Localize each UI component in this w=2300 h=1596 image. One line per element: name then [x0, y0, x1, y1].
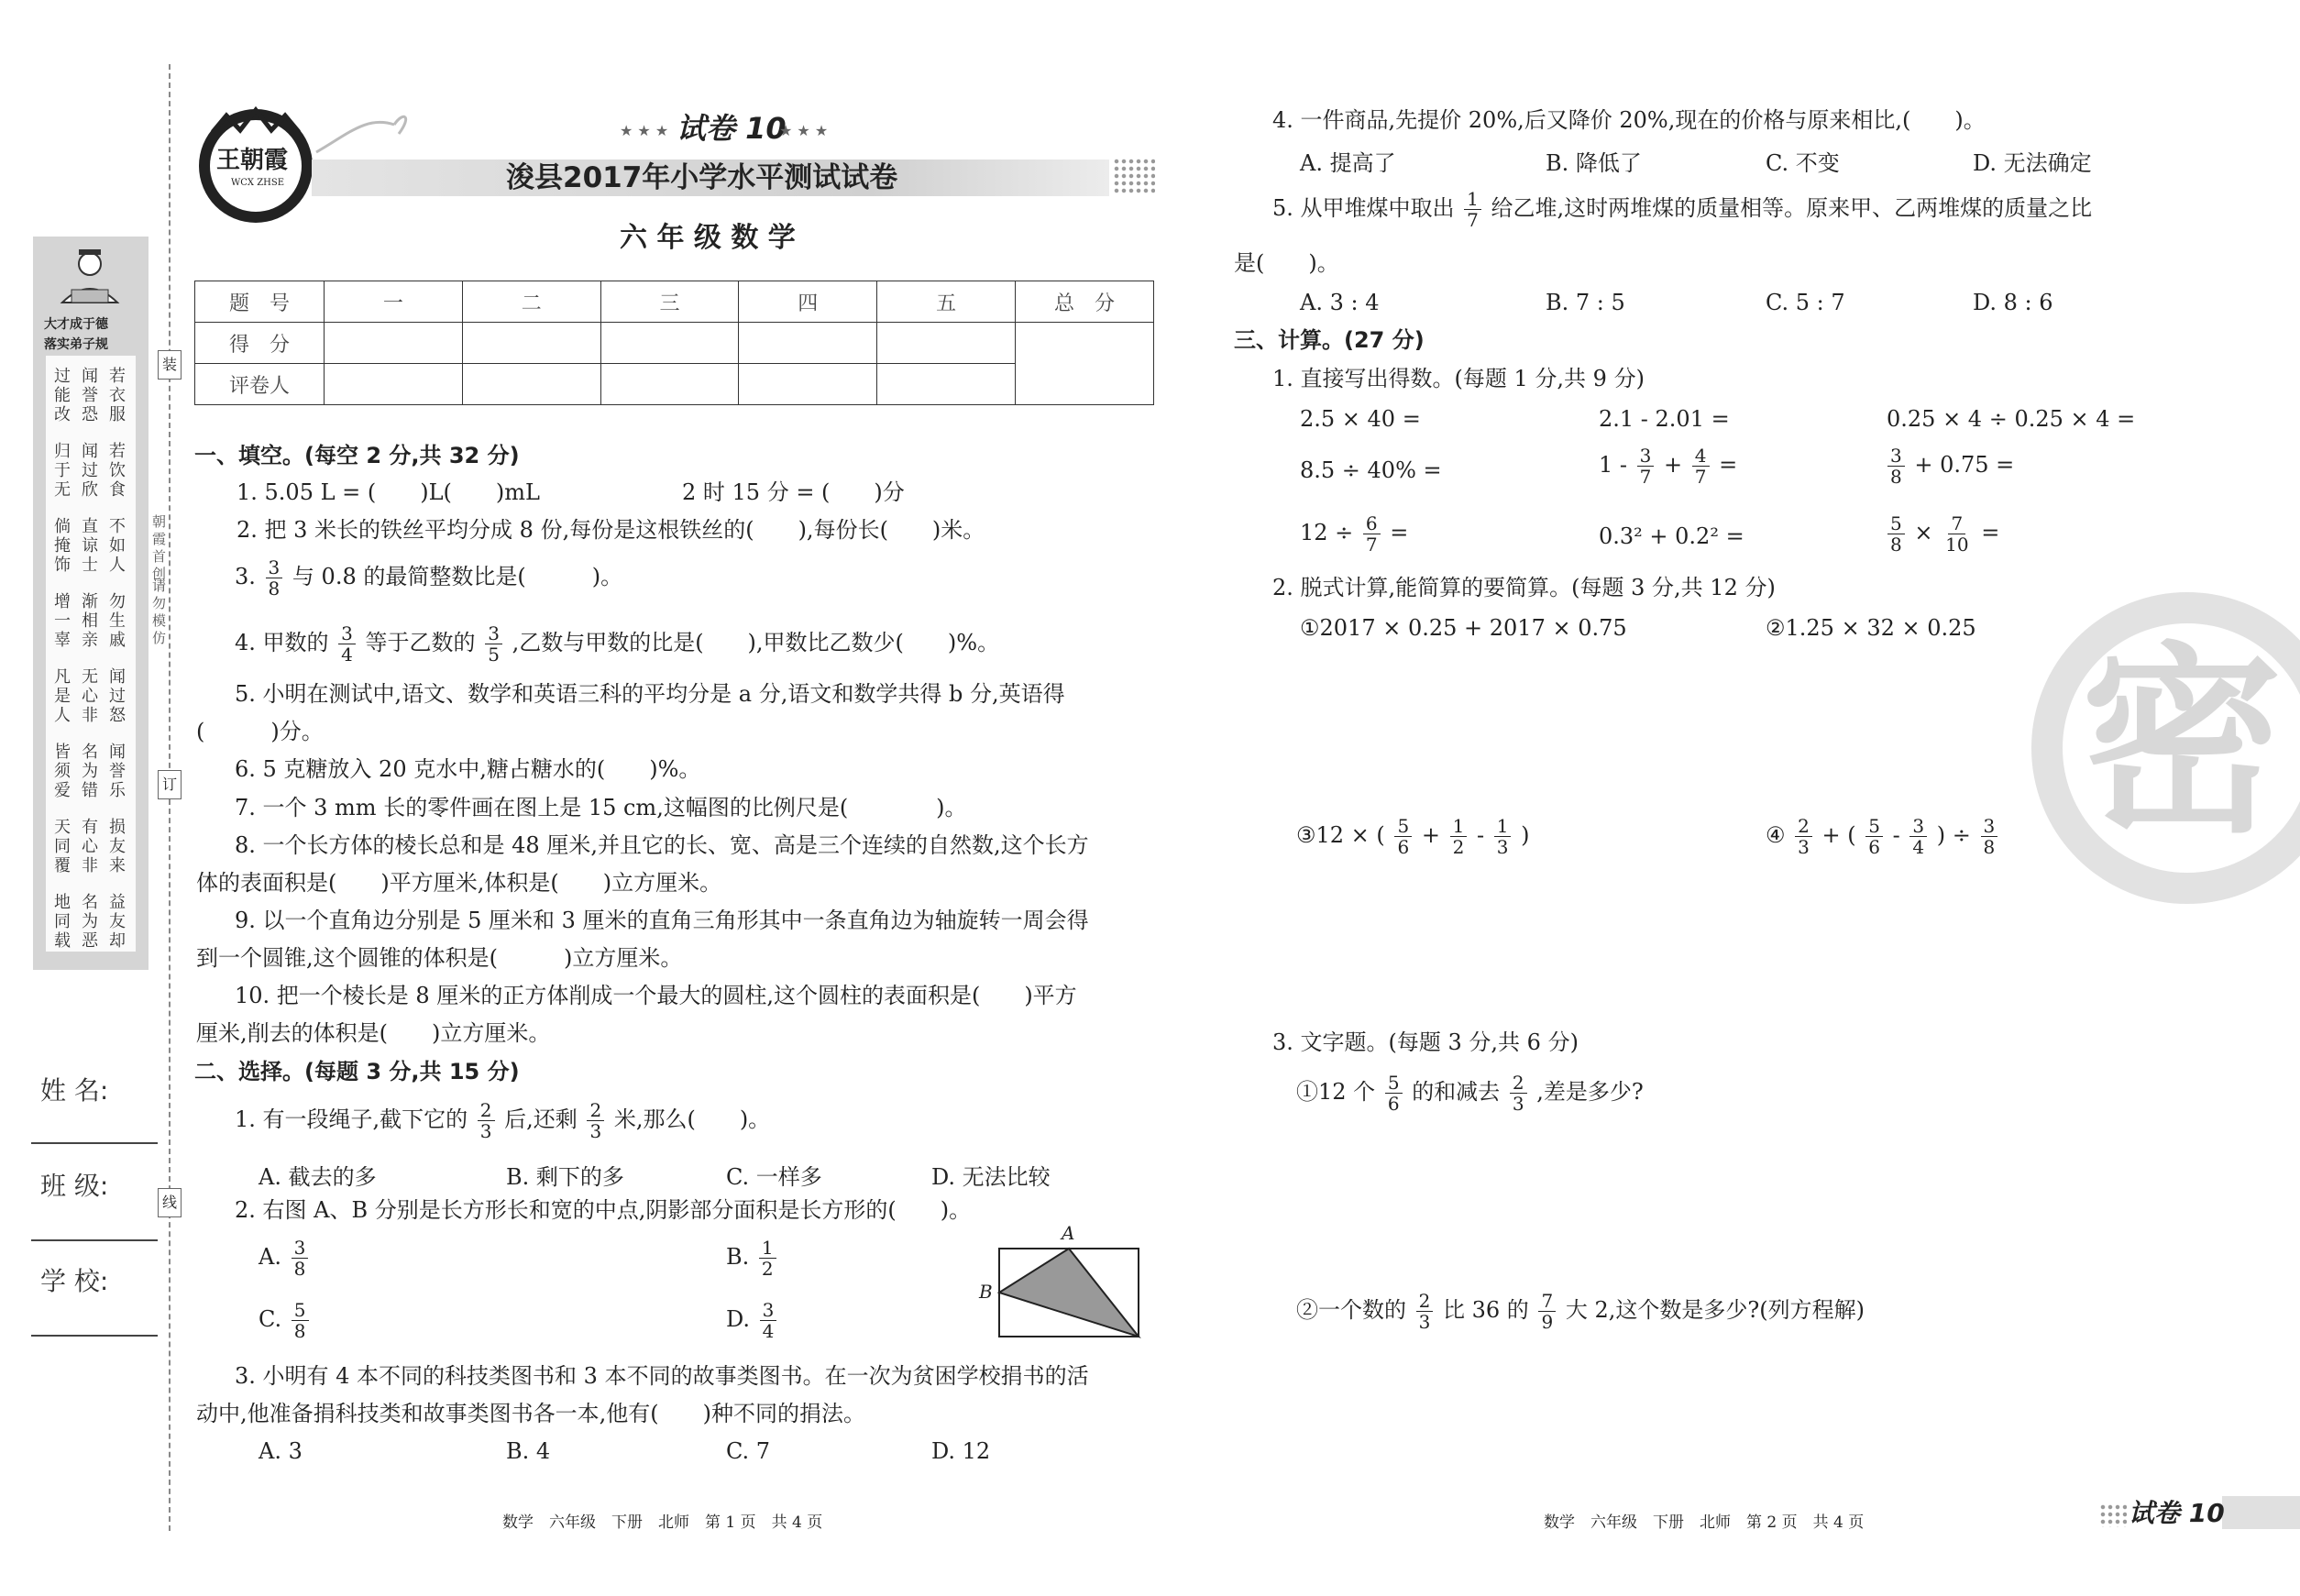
- section-fill-title: 一、填空。(每空 2 分,共 32 分): [194, 443, 520, 468]
- fill-q9b: 到一个圆锥,这个圆锥的体积是( )立方厘米。: [196, 945, 683, 971]
- footer-left: 数学 六年级 下册 北师 第 1 页 共 4 页: [502, 1513, 823, 1532]
- score-header-5: 五: [877, 281, 1016, 323]
- poem-column: 增一辜: [54, 592, 71, 650]
- fill-q10b: 厘米,削去的体积是( )立方厘米。: [196, 1020, 551, 1046]
- poem-column: 名为恶: [82, 893, 98, 951]
- c1-option-d[interactable]: D. 无法比较: [931, 1164, 1051, 1190]
- fill-q7: 7. 一个 3 mm 长的零件画在图上是 15 cm,这幅图的比例尺是( )。: [235, 795, 967, 820]
- score-cell[interactable]: [739, 323, 877, 364]
- c4-option-d[interactable]: D. 无法确定: [1973, 150, 2092, 176]
- c1-option-c[interactable]: C. 一样多: [726, 1164, 822, 1190]
- c1-mid: 后,还剩: [504, 1106, 578, 1132]
- poem-column: 地同载: [54, 893, 71, 951]
- exam-title: 浚县2017年小学水平测试试卷: [506, 161, 898, 194]
- poem-column: 若衣服: [109, 367, 126, 424]
- choice-q3b: 动中,他准备捐科技类和故事类图书各一本,他有( )种不同的捐法。: [196, 1401, 865, 1426]
- school-label: 学 校:: [40, 1266, 109, 1296]
- grader-cell[interactable]: [462, 364, 600, 405]
- grader-cell[interactable]: [600, 364, 739, 405]
- grader-row-label: 评卷人: [195, 364, 325, 405]
- fill-q1a: 1. 5.05 L = ( )L( )mL: [237, 479, 540, 505]
- calc-expr-3: ③12 × ( $\frac{5}{6}$ + $\frac{1}{2}$ - $\frac{1}{3}$ ): [1296, 815, 1530, 858]
- c3-option-b[interactable]: B. 4: [506, 1438, 551, 1464]
- fill-q6: 6. 5 克糖放入 20 克水中,糖占糖水的( )%。: [235, 756, 701, 782]
- school-field[interactable]: [31, 1335, 158, 1337]
- fraction: $\frac{1}{7}$: [1464, 189, 1481, 230]
- c5-text: 给乙堆,这时两堆煤的质量相等。原来甲、乙两堆煤的质量之比: [1491, 195, 2093, 221]
- vertical-note-2: 请勿模仿: [152, 578, 167, 646]
- c5-option-c[interactable]: C. 5 : 7: [1766, 290, 1845, 315]
- choice-q4: 4. 一件商品,先提价 20%,后又降价 20%,现在的价格与原来相比,( )。: [1272, 107, 1986, 133]
- q4-mid: 等于乙数的: [365, 630, 476, 655]
- poem-column: 皆须爱: [54, 743, 71, 800]
- scholar-figure: [53, 248, 127, 303]
- fill-q3: [235, 557, 622, 599]
- c4-option-a[interactable]: A. 提高了: [1300, 150, 1396, 176]
- q3-text: 与 0.8 的最简整数比是( )。: [292, 564, 623, 589]
- c2-option-c[interactable]: C. $\frac{5}{8}$: [259, 1300, 312, 1341]
- calc-part1-title: 1. 直接写出得数。(每题 1 分,共 9 分): [1272, 366, 1645, 391]
- footer-badge-bar: [2222, 1496, 2300, 1529]
- logo-text: 王朝霞: [216, 147, 289, 174]
- poem-column: 勿生戚: [109, 592, 126, 650]
- stars-left: ★ ★ ★: [620, 122, 669, 139]
- score-cell[interactable]: [325, 323, 463, 364]
- calc-r2-b: 1 - $\frac{3}{7}$ + $\frac{4}{7}$ =: [1599, 445, 1738, 488]
- fraction: $\frac{3}{8}$: [266, 557, 283, 599]
- calc-r3-c: $\frac{5}{8}$ × $\frac{7}{10}$ =: [1885, 513, 1999, 555]
- c5-prefix: 5. 从甲堆煤中取出: [1272, 195, 1455, 221]
- score-cell[interactable]: [462, 323, 600, 364]
- score-header-label: 题 号: [195, 281, 325, 323]
- name-label: 姓 名:: [40, 1075, 109, 1106]
- poem-column: 归于无: [54, 442, 71, 500]
- poem-column: 闻过欣: [82, 442, 98, 500]
- score-header-1: 一: [325, 281, 463, 323]
- score-row-label: 得 分: [195, 323, 325, 364]
- motto-line-2: 落实弟子规: [44, 337, 108, 352]
- choice-q3a: 3. 小明有 4 本不同的科技类图书和 3 本不同的故事类图书。在一次为贫困学校捐书的活: [235, 1363, 1089, 1389]
- grader-cell[interactable]: [739, 364, 877, 405]
- c1-option-b[interactable]: B. 剩下的多: [506, 1164, 624, 1190]
- watermark-char: 密: [2081, 625, 2283, 860]
- c3-option-c[interactable]: C. 7: [726, 1438, 771, 1464]
- score-header-2: 二: [462, 281, 600, 323]
- c3-option-a[interactable]: A. 3: [259, 1438, 303, 1464]
- fraction: $\frac{3}{5}$: [485, 623, 502, 665]
- class-label: 班 级:: [40, 1171, 109, 1201]
- fill-q2: 2. 把 3 米长的铁丝平均分成 8 份,每份是这根铁丝的( ),每份长( )米。: [237, 517, 985, 543]
- poem-column: 渐相亲: [82, 592, 98, 650]
- logo-subtext: WCX ZHSE: [231, 178, 285, 188]
- fill-q5b: ( )分。: [196, 719, 324, 744]
- binding-mark-2: 订: [158, 770, 182, 799]
- calc-expr-1: ①2017 × 0.25 + 2017 × 0.75: [1300, 615, 1627, 641]
- score-cell[interactable]: [877, 323, 1016, 364]
- footer-badge: 试卷 10: [2129, 1498, 2225, 1528]
- fill-q1b: 2 时 15 分 = ( )分: [682, 479, 905, 505]
- poem-column: 直谅士: [82, 517, 98, 575]
- poem-column: 益友却: [109, 893, 126, 951]
- dotted-decoration: [1113, 158, 1155, 194]
- poem-column: 若饮食: [109, 442, 126, 500]
- section-calc-title: 三、计算。(27 分): [1234, 327, 1425, 353]
- c1-option-a[interactable]: A. 截去的多: [259, 1164, 377, 1190]
- calc-part3-title: 3. 文字题。(每题 3 分,共 6 分): [1272, 1029, 1579, 1055]
- choice-q1: [235, 1100, 770, 1141]
- calc-r1-c: 0.25 × 4 ÷ 0.25 × 4 =: [1887, 406, 2136, 432]
- calc-r3-b: 0.3² + 0.2² =: [1599, 523, 1744, 549]
- calc-r1-b: 2.1 - 2.01 =: [1599, 406, 1730, 432]
- poem-column: 损友来: [109, 818, 126, 875]
- q3-prefix: 3.: [235, 564, 256, 589]
- fill-q10a: 10. 把一个棱长是 8 厘米的正方体削成一个最大的圆柱,这个圆柱的表面积是( )平方: [235, 983, 1077, 1008]
- fill-q8a: 8. 一个长方体的棱长总和是 48 厘米,并且它的长、宽、高是三个连续的自然数,这个长方: [235, 832, 1089, 858]
- poem-column: 闻过怒: [109, 667, 126, 725]
- poem-column: 无心非: [82, 667, 98, 725]
- fraction: $\frac{3}{4}$: [338, 623, 356, 665]
- q4-prefix: 4. 甲数的: [235, 630, 329, 655]
- exam-subject: 六 年 级 数 学: [620, 222, 796, 254]
- score-header-3: 三: [600, 281, 739, 323]
- score-cell[interactable]: [600, 323, 739, 364]
- poem-column: 闻誉乐: [109, 743, 126, 800]
- score-header-4: 四: [739, 281, 877, 323]
- c4-option-b[interactable]: B. 降低了: [1546, 150, 1642, 176]
- calc-r3-a: 12 ÷ $\frac{6}{7}$ =: [1300, 512, 1409, 556]
- calc-r2-a: 8.5 ÷ 40% =: [1300, 457, 1442, 483]
- fill-q5a: 5. 小明在测试中,语文、数学和英语三科的平均分是 a 分,语文和数学共得 b 分,英语得: [235, 681, 1065, 707]
- poem-column: 不如人: [109, 517, 126, 575]
- figure-label-b: B: [979, 1281, 993, 1303]
- word-problem-1: ①12 个 $\frac{5}{6}$ 的和减去 $\frac{2}{3}$ ,差是多少?: [1296, 1072, 1644, 1115]
- poem-column: 凡是人: [54, 667, 71, 725]
- fill-q9a: 9. 以一个直角边分别是 5 厘米和 3 厘米的直角三角形其中一条直角边为轴旋转一周会得: [235, 908, 1089, 933]
- score-header-total: 总 分: [1016, 281, 1154, 323]
- c5-option-a[interactable]: A. 3 : 4: [1300, 290, 1380, 315]
- class-field[interactable]: [31, 1239, 158, 1241]
- poem-column: 倘掩饰: [54, 517, 71, 575]
- calc-expr-2: ②1.25 × 32 × 0.25: [1766, 615, 1976, 641]
- calc-expr-4: ④ $\frac{2}{3}$ + ( $\frac{5}{6}$ - $\frac{3}{4}$ ) ÷ $\frac{3}{8}$: [1766, 816, 2000, 857]
- footer-badge-dots: [2099, 1503, 2127, 1527]
- c2-option-d[interactable]: D. $\frac{3}{4}$: [726, 1300, 779, 1341]
- ribbon-decoration: [312, 106, 413, 174]
- exam-badge: 试卷 10: [677, 111, 787, 146]
- fraction: $\frac{2}{3}$: [587, 1100, 604, 1141]
- choice-q2: 2. 右图 A、B 分别是长方形长和宽的中点,阴影部分面积是长方形的( )。: [235, 1197, 972, 1223]
- poem-column: 闻誉恐: [82, 367, 98, 424]
- c5-option-b[interactable]: B. 7 : 5: [1546, 290, 1625, 315]
- poem-column: 有心非: [82, 818, 98, 875]
- poem-column: 名为错: [82, 743, 98, 800]
- poem-column: 天同覆: [54, 818, 71, 875]
- binding-mark-3: 线: [158, 1188, 182, 1217]
- binding-mark-1: 装: [158, 350, 182, 380]
- footer-right: 数学 六年级 下册 北师 第 2 页 共 4 页: [1544, 1513, 1865, 1532]
- c4-option-c[interactable]: C. 不变: [1766, 150, 1840, 176]
- grader-cell[interactable]: [325, 364, 463, 405]
- c1-prefix: 1. 有一段绳子,截下它的: [235, 1106, 468, 1132]
- name-field[interactable]: [31, 1142, 158, 1144]
- choice-q5b: 是( )。: [1234, 250, 1339, 276]
- c2-option-a[interactable]: A. $\frac{3}{8}$: [259, 1238, 311, 1279]
- poem-column: 过能改: [54, 367, 71, 424]
- fill-q4: [235, 623, 999, 665]
- score-table: [194, 281, 1154, 405]
- q4-text: ,乙数与甲数的比是( ),甲数比乙数少( )%。: [512, 630, 1000, 655]
- stars-right: ★ ★ ★: [779, 122, 829, 139]
- rectangle-figure: [977, 1223, 1144, 1344]
- c2-option-b[interactable]: B. $\frac{1}{2}$: [726, 1238, 779, 1279]
- vertical-note-1: 朝霞首创: [152, 513, 167, 582]
- word-problem-2: ②一个数的 $\frac{2}{3}$ 比 36 的 $\frac{7}{9}$ 大 2,这个数是多少?(列方程解): [1296, 1290, 1865, 1333]
- section-choice-title: 二、选择。(每题 3 分,共 15 分): [194, 1059, 520, 1084]
- calc-r1-a: 2.5 × 40 =: [1300, 406, 1421, 432]
- fraction: $\frac{2}{3}$: [478, 1100, 495, 1141]
- fill-q8b: 体的表面积是( )平方厘米,体积是( )立方厘米。: [196, 870, 722, 896]
- choice-q5: [1272, 189, 2092, 230]
- calc-r2-c: $\frac{3}{8}$ + 0.75 =: [1885, 446, 2014, 487]
- total-score-cell[interactable]: [1016, 323, 1154, 405]
- calc-part2-title: 2. 脱式计算,能简算的要简算。(每题 3 分,共 12 分): [1272, 575, 1776, 600]
- c1-text: 米,那么( )。: [613, 1106, 771, 1132]
- motto-line-1: 大才成于德: [44, 317, 108, 332]
- grader-cell[interactable]: [877, 364, 1016, 405]
- figure-label-a: A: [1062, 1222, 1075, 1244]
- c5-option-d[interactable]: D. 8 : 6: [1973, 290, 2053, 315]
- c3-option-d[interactable]: D. 12: [931, 1438, 991, 1464]
